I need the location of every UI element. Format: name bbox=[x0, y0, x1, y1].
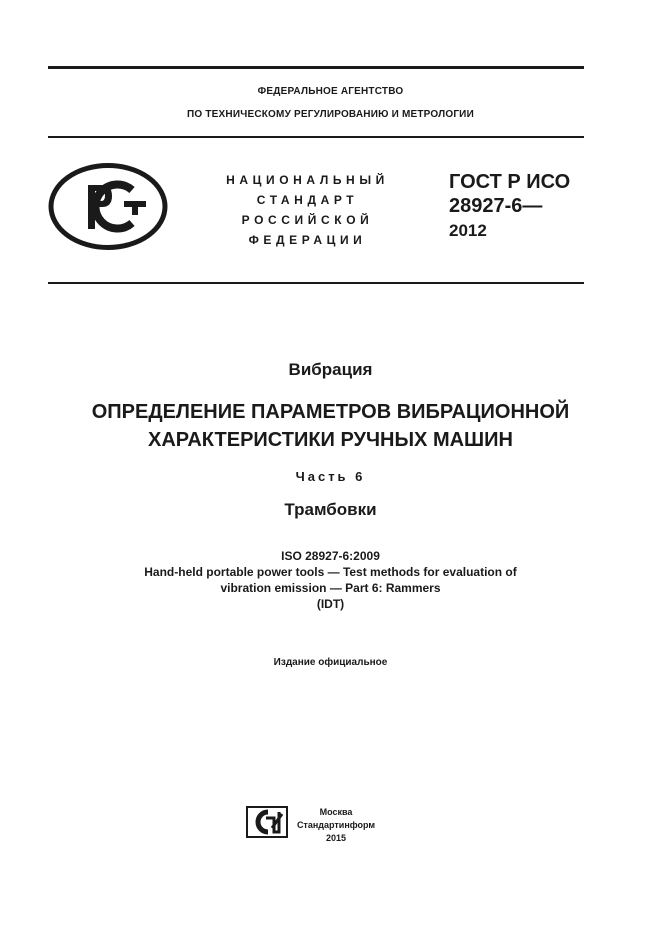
edition: Издание официальное bbox=[273, 657, 388, 668]
title-line-2: ХАРАКТЕРИСТИКИ РУЧНЫХ МАШИН bbox=[148, 429, 513, 451]
national-standard-line-1: НАЦИОНАЛЬНЫЙ bbox=[226, 173, 389, 187]
agency-rule bbox=[48, 136, 584, 138]
part-number: Часть 6 bbox=[295, 469, 366, 484]
iso-idt: (IDT) bbox=[316, 597, 345, 611]
iso-title-line-1: Hand-held portable power tools — Test methods for evaluation of bbox=[144, 565, 517, 579]
publisher-name: Стандартинформ bbox=[296, 820, 376, 830]
designation-line-1: ГОСТ Р ИСО bbox=[449, 171, 571, 193]
publisher-logo bbox=[246, 806, 288, 838]
national-standard-block bbox=[200, 170, 415, 250]
national-standard-line-2: СТАНДАРТ bbox=[256, 193, 359, 207]
subject: Вибрация bbox=[288, 360, 373, 379]
designation-line-2: 28927-6— bbox=[449, 195, 543, 217]
national-standard-line-3: РОССИЙСКОЙ bbox=[241, 213, 374, 227]
standartinform-logo-svg bbox=[246, 806, 288, 838]
document-title bbox=[0, 398, 661, 454]
agency-line-2: ПО ТЕХНИЧЕСКОМУ РЕГУЛИРОВАНИЮ И МЕТРОЛОГИИ bbox=[187, 109, 474, 120]
iso-title-line-2: vibration emission — Part 6: Rammers bbox=[220, 581, 441, 595]
title-line-1: ОПРЕДЕЛЕНИЕ ПАРАМЕТРОВ ВИБРАЦИОННОЙ bbox=[91, 401, 570, 423]
publisher-year: 2015 bbox=[325, 833, 347, 843]
top-rule bbox=[48, 66, 584, 69]
subtitle: Трамбовки bbox=[284, 500, 377, 519]
iso-code: ISO 28927-6:2009 bbox=[281, 549, 380, 563]
national-standard-line-4: ФЕДЕРАЦИИ bbox=[248, 233, 367, 247]
gost-r-logo-svg bbox=[48, 163, 168, 250]
publisher-city: Москва bbox=[319, 807, 353, 817]
header-rule bbox=[48, 282, 584, 284]
designation-year: 2012 bbox=[449, 221, 487, 240]
agency-line-1: ФЕДЕРАЛЬНОЕ АГЕНТСТВО bbox=[257, 86, 404, 97]
gost-r-logo bbox=[48, 163, 168, 250]
publisher bbox=[296, 806, 376, 845]
iso-reference bbox=[0, 548, 661, 612]
